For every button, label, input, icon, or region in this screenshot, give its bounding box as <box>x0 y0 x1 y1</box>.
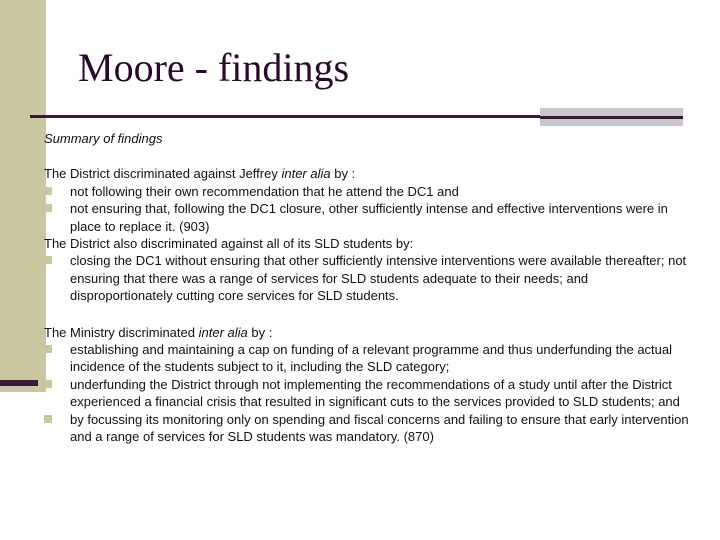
list-item-text: not following their own recommendation that he attend the DC1 and <box>70 183 459 199</box>
bullet-square-icon <box>44 415 52 423</box>
district-intro <box>44 165 694 182</box>
ministry-intro-tail: by : <box>247 324 273 340</box>
district-intro-text: The District discriminated against Jeffrey <box>44 166 282 182</box>
ministry-intro-text: The Ministry discriminated <box>44 324 199 340</box>
list-item <box>44 252 694 304</box>
list-item <box>44 341 694 376</box>
district-intro-italic: inter alia <box>281 166 331 182</box>
list-item <box>44 376 694 411</box>
bullet-square-icon <box>44 256 52 264</box>
left-accent-rule <box>0 380 38 386</box>
list-item-text: by focussing its monitoring only on spending and fiscal concerns and failing to ensure that early intervention and a range of services for SLD students was mandatory. (870) <box>70 411 689 445</box>
list-item <box>44 183 694 200</box>
title-underline <box>30 115 540 118</box>
list-item-text: closing the DC1 without ensuring that other sufficiently intensive interventions were available thereafter; not ensuring that there was a range of services for SLD students adequate to their needs; and disproportionately cutting core services for SLD students. <box>70 253 687 304</box>
list-item <box>44 411 694 446</box>
bullet-square-icon <box>44 345 52 353</box>
slide-title: Moore - findings <box>78 45 350 90</box>
district-intro-tail: by : <box>330 166 356 182</box>
list-item-text: establishing and maintaining a cap on funding of a relevant programme and thus underfunding the actual incidence of the students subject to it, including the SLD category; <box>70 342 673 375</box>
left-accent-bar <box>0 0 46 392</box>
bullet-square-icon <box>44 380 52 388</box>
bullet-square-icon <box>44 187 52 195</box>
list-item <box>44 200 694 235</box>
list-item-text: not ensuring that, following the DC1 closure, other sufficiently intense and effective interventions were in place to replace it. (903) <box>70 201 668 234</box>
slide-body <box>44 130 694 446</box>
district-also-intro: The District also discriminated against all of its SLD students by: <box>44 236 414 252</box>
bullet-square-icon <box>44 204 52 212</box>
title-underline-block-line <box>540 116 683 119</box>
slide-subtitle: Summary of findings <box>44 131 163 146</box>
ministry-intro <box>44 324 694 341</box>
ministry-intro-italic: inter alia <box>198 324 248 340</box>
list-item-text: underfunding the District through not implementing the recommendations of a study until after the District experienced a financial crisis that resulted in significant cuts to the services provided to SLD students; and <box>70 376 680 410</box>
